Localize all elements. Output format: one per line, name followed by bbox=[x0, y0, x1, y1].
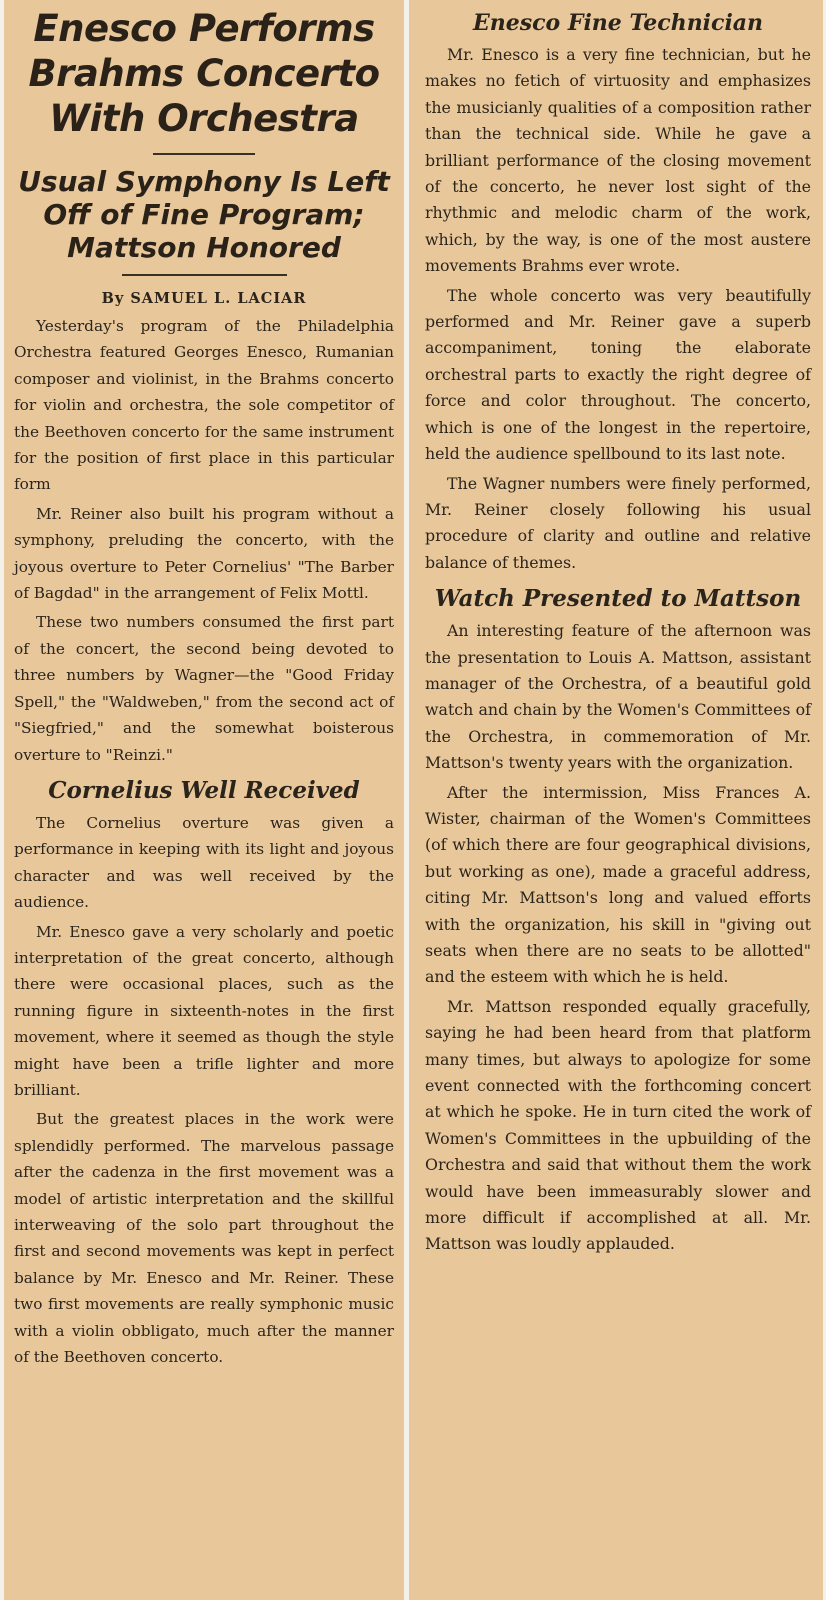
headline-line: With Orchestra bbox=[49, 97, 359, 140]
paragraph: But the greatest places in the work were splendidly performed. The marvelous passage after the cadenza in the first movement was a model of artistic interpretation and the skillful interweaving of the solo part throughout the first and second movements was kept in perfect balance by Mr. Enesco and Mr. Reiner. These two first movements are really symphonic music with a violin obbligato, much after the manner of the Beethoven concerto. bbox=[14, 1110, 394, 1367]
left-clipping bbox=[4, 0, 404, 1600]
main-headline bbox=[14, 6, 394, 141]
section-heading: Watch Presented to Mattson bbox=[434, 585, 802, 613]
paragraph: After the intermission, Miss Frances A. Wister, chairman of the Women's Committees (of which there are four geographical divisions, but working as one), made a graceful address, citing Mr. Mattson's long and valued efforts with the organization, his skill in "giving out seats when there are no seats to be allotted" and the esteem with which he is held. bbox=[425, 782, 811, 987]
paragraph: The Cornelius overture was given a performance in keeping with its light and joyous character and was well received by the audience. bbox=[14, 813, 394, 912]
paragraph: Mr. Enesco gave a very scholarly and poetic interpretation of the great concerto, although there were occasional places, such as the running figure in sixteenth-notes in the first movement, where it seemed as though the style might have been a trifle lighter and more brilliant. bbox=[14, 922, 394, 1099]
subheadline-line: Usual Symphony Is Left bbox=[18, 165, 390, 198]
paragraph: Mr. Reiner also built his program without a symphony, preluding the concerto, with the joyous overture to Peter Cornelius' "The Barber of Bagdad" in the arrangement of Felix Mottl. bbox=[14, 504, 394, 603]
paragraph: An interesting feature of the afternoon was the presentation to Louis A. Mattson, assistant manager of the Orchestra, of a beautiful gold watch and chain by the Women's Committees of the Orchestra, in commemoration of Mr. Mattson's twenty years with the organization. bbox=[425, 621, 811, 773]
paragraph: Mr. Mattson responded equally gracefully, saying he had been heard from that platform many times, but always to apologize for some event connected with the forthcoming concert at which he spoke. He in turn cited the work of Women's Committees in the upbuilding of the Orchestra and said that without them the work would have been immeasurably slower and more difficult if accomplished at all. Mr. Mattson was loudly applauded. bbox=[425, 996, 811, 1254]
paragraph: Yesterday's program of the Philadelphia Orchestra featured Georges Enesco, Rumanian composer and violinist, in the Brahms concerto for violin and orchestra, the sole competitor of the Beethoven concerto for the same instrument for the position of first place in this particular form bbox=[14, 317, 394, 494]
right-clipping bbox=[409, 0, 823, 1600]
byline: By SAMUEL L. LACIAR bbox=[101, 290, 307, 307]
subheadline-line: Mattson Honored bbox=[67, 231, 341, 264]
subheadline-divider bbox=[122, 274, 287, 276]
paragraph: Mr. Enesco is a very fine technician, but he makes no fetich of virtuosity and emphasizes the musicianly qualities of a composition rather than the technical side. While he gave a brilliant performance of the closing movement of the concerto, he never lost sight of the rhythmic and melodic charm of the work, which, by the way, is one of the most austere movements Brahms ever wrote. bbox=[425, 45, 811, 276]
headline-divider bbox=[153, 153, 255, 155]
section-heading: Cornelius Well Received bbox=[48, 776, 360, 804]
sub-headline bbox=[14, 165, 394, 264]
subheadline-line: Off of Fine Program; bbox=[43, 198, 365, 231]
headline-line: Brahms Concerto bbox=[28, 52, 380, 95]
article-body-right bbox=[425, 8, 811, 1258]
section-heading: Enesco Fine Technician bbox=[472, 10, 764, 36]
paragraph: These two numbers consumed the first part of the concert, the second being devoted to three numbers by Wagner—the "Good Friday Spell," the "Waldweben," from the second act of "Siegfried," and the somewhat boisterous overture to "Reinzi." bbox=[14, 613, 394, 764]
headline-line: Enesco Performs bbox=[33, 7, 375, 50]
paragraph: The whole concerto was very beautifully performed and Mr. Reiner gave a superb accompaniment, toning the elaborate orchestral parts to exactly the right degree of force and color throughout. The concerto, which is one of the longest in the repertoire, held the audience spellbound to its last note. bbox=[425, 285, 811, 464]
article-body-left bbox=[14, 313, 394, 1370]
paragraph: The Wagner numbers were finely performed, Mr. Reiner closely following his usual procedure of clarity and outline and relative balance of themes. bbox=[425, 473, 811, 572]
